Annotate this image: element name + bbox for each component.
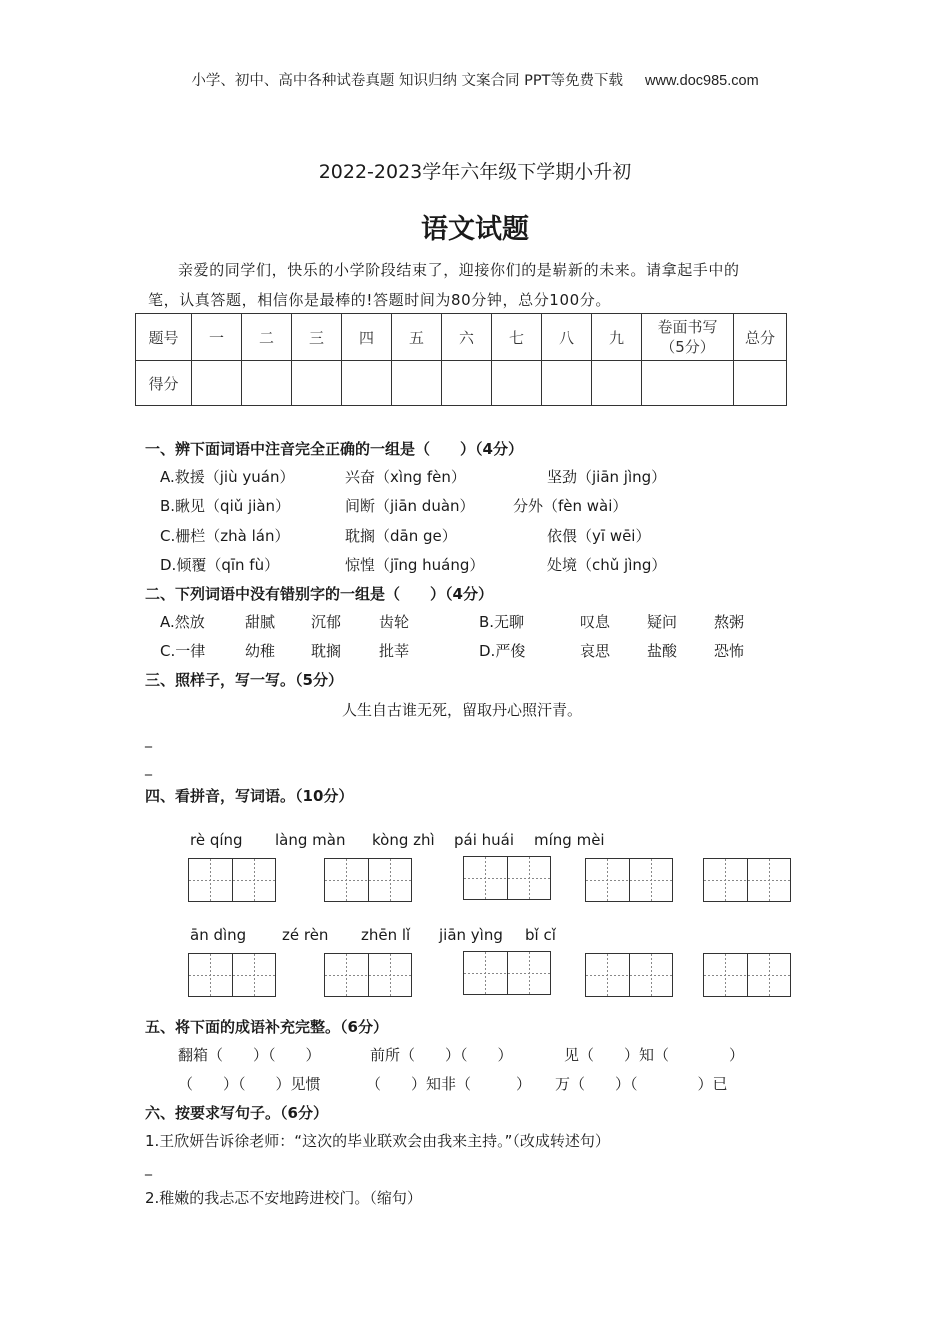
score-cell: 六 — [442, 314, 492, 361]
q5-title: 五、将下面的成语补充完整。（6分） — [145, 1018, 388, 1036]
pinyin-label: zhēn lǐ — [361, 926, 411, 944]
q3-title: 三、照样子，写一写。（5分） — [145, 671, 343, 689]
q2-word: 耽搁 — [311, 642, 342, 660]
score-table-score-row — [136, 361, 787, 406]
q2-word: 盐酸 — [647, 642, 678, 660]
q6-item-2: 2.稚嫩的我忐忑不安地跨进校门。（缩句） — [145, 1189, 422, 1207]
pinyin-label: rè qíng — [190, 831, 243, 849]
score-cell: 四 — [342, 314, 392, 361]
q2-word: 叹息 — [580, 613, 611, 631]
q2-word: 批莘 — [379, 642, 410, 660]
pinyin-label: bǐ cǐ — [525, 926, 556, 944]
q1-option: D.倾覆（qīn fù） — [160, 556, 280, 574]
score-blank[interactable] — [192, 361, 242, 406]
idiom-item[interactable]: （ ）（ ）见惯 — [178, 1075, 321, 1093]
score-table — [135, 313, 787, 406]
q1-word: 兴奋（xìng fèn） — [345, 468, 466, 486]
score-blank[interactable] — [292, 361, 342, 406]
q2-option: B.无聊 — [479, 613, 525, 631]
q1-word: 惊惶（jīng huáng） — [345, 556, 485, 574]
page-header — [0, 69, 950, 90]
score-cell: 二 — [242, 314, 292, 361]
writing-grid[interactable] — [188, 953, 276, 997]
score-cell-writing — [642, 314, 734, 361]
q2-word: 哀思 — [580, 642, 611, 660]
writing-grid[interactable] — [324, 953, 412, 997]
score-blank[interactable] — [734, 361, 787, 406]
q1-word: 耽搁（dān ge） — [345, 527, 457, 545]
score-cell: 九 — [592, 314, 642, 361]
answer-blank[interactable]: _ — [145, 760, 152, 776]
q6-item-1: 1.王欣妍告诉徐老师：“这次的毕业联欢会由我来主持。”（改成转述句） — [145, 1132, 610, 1150]
header-site: www.doc985.com — [645, 73, 759, 89]
score-cell: 三 — [292, 314, 342, 361]
pinyin-label: míng mèi — [534, 831, 605, 849]
q1-word: 依偎（yī wēi） — [547, 527, 651, 545]
score-cell: 七 — [492, 314, 542, 361]
q2-word: 疑问 — [647, 613, 678, 631]
idiom-item[interactable]: 翻箱（ ）（ ） — [178, 1046, 321, 1064]
header-text: 小学、初中、高中各种试卷真题 知识归纳 文案合同 PPT等免费下载 — [191, 73, 624, 89]
pinyin-label: pái huái — [454, 831, 515, 849]
q2-option: D.严俊 — [479, 642, 526, 660]
q2-word: 熬粥 — [714, 613, 745, 631]
score-blank[interactable] — [542, 361, 592, 406]
score-row-label: 得分 — [136, 361, 192, 406]
score-blank[interactable] — [592, 361, 642, 406]
writing-grid[interactable] — [324, 858, 412, 902]
q6-title: 六、按要求写句子。（6分） — [145, 1104, 328, 1122]
q1-word: 间断（jiān duàn） — [345, 497, 475, 515]
writing-grid[interactable] — [188, 858, 276, 902]
q3-example: 人生自古谁无死，留取丹心照汗青。 — [342, 701, 583, 719]
intro-line-1: 亲爱的同学们，快乐的小学阶段结束了，迎接你们的是崭新的未来。请拿起手中的 — [178, 261, 740, 279]
idiom-item[interactable]: 见（ ）知（ ） — [564, 1046, 745, 1064]
q2-title: 二、下列词语中没有错别字的一组是（ ）（4分） — [145, 585, 493, 603]
writing-label: 卷面书写 — [657, 318, 718, 336]
q1-option: B.瞅见（qiǔ jiàn） — [160, 497, 291, 515]
score-cell: 五 — [392, 314, 442, 361]
pinyin-label: zé rèn — [282, 926, 329, 944]
intro-line-2: 笔，认真答题，相信你是最棒的!答题时间为80分钟，总分100分。 — [148, 291, 611, 309]
score-table-header-row — [136, 314, 787, 361]
score-cell: 八 — [542, 314, 592, 361]
idiom-item[interactable]: 万（ ）（ ）已 — [555, 1075, 728, 1093]
exam-title: 语文试题 — [421, 214, 529, 245]
writing-grid[interactable] — [463, 856, 551, 900]
q1-option: C.栅栏（zhà lán） — [160, 527, 290, 545]
q2-word: 沉郁 — [311, 613, 342, 631]
writing-grid[interactable] — [585, 953, 673, 997]
score-blank[interactable] — [392, 361, 442, 406]
q1-word: 坚劲（jiān jìng） — [547, 468, 667, 486]
idiom-item[interactable]: （ ）知非（ ） — [366, 1075, 532, 1093]
writing-grid[interactable] — [703, 953, 791, 997]
score-blank[interactable] — [342, 361, 392, 406]
writing-points: （5分） — [660, 338, 715, 356]
score-blank[interactable] — [242, 361, 292, 406]
idiom-item[interactable]: 前所（ ）（ ） — [370, 1046, 513, 1064]
score-blank[interactable] — [442, 361, 492, 406]
score-cell: 一 — [192, 314, 242, 361]
pinyin-label: kòng zhì — [372, 831, 435, 849]
q1-word: 分外（fèn wài） — [513, 497, 628, 515]
writing-grid[interactable] — [585, 858, 673, 902]
answer-blank[interactable]: _ — [145, 732, 152, 748]
q1-word: 处境（chǔ jìng） — [547, 556, 667, 574]
score-cell: 总分 — [734, 314, 787, 361]
q2-word: 幼稚 — [245, 642, 276, 660]
q2-option: A.然放 — [160, 613, 205, 631]
q2-word: 齿轮 — [379, 613, 410, 631]
score-cell: 题号 — [136, 314, 192, 361]
q2-option: C.一律 — [160, 642, 206, 660]
exam-subtitle: 2022-2023学年六年级下学期小升初 — [318, 161, 632, 183]
q4-title: 四、看拼音，写词语。（10分） — [145, 787, 354, 805]
score-blank[interactable] — [642, 361, 734, 406]
writing-grid[interactable] — [463, 951, 551, 995]
score-blank[interactable] — [492, 361, 542, 406]
answer-blank[interactable]: _ — [145, 1160, 152, 1176]
q1-title: 一、辨下面词语中注音完全正确的一组是（ ）（4分） — [145, 440, 523, 458]
pinyin-label: jiān yìng — [439, 926, 503, 944]
q2-word: 恐怖 — [714, 642, 745, 660]
pinyin-label: ān dìng — [190, 926, 247, 944]
q1-option: A.救援（jiù yuán） — [160, 468, 295, 486]
q2-word: 甜腻 — [245, 613, 276, 631]
pinyin-label: làng màn — [275, 831, 346, 849]
writing-grid[interactable] — [703, 858, 791, 902]
